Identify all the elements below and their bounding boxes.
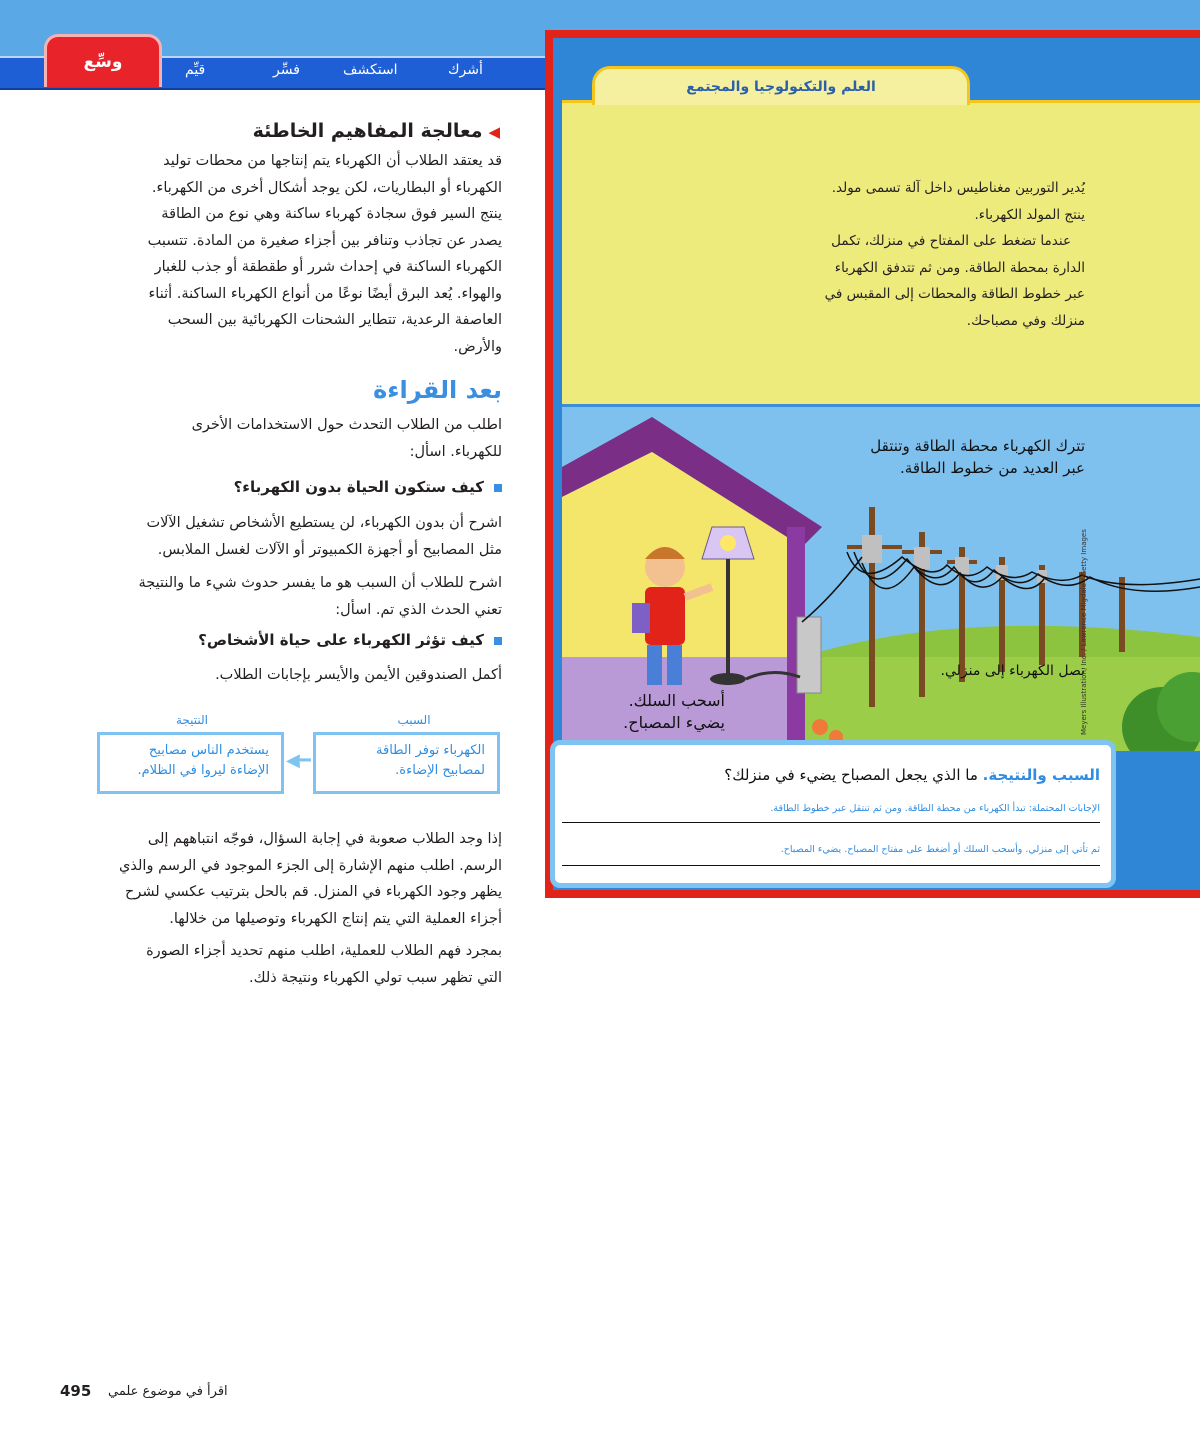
text-line: الكهرباء توفر الطاقة (376, 743, 485, 758)
text-line: عندما تضغط على المفتاح في منزلك، تكمل (831, 233, 1071, 249)
misconceptions-paragraph (70, 148, 502, 360)
text-line: الإضاءة ليروا في الظلام. (137, 763, 269, 778)
text-line: الرسم. اطلب منهم الإشارة إلى الجزء الموجود في الرسم والذي (119, 857, 502, 874)
question-2-text: كيف تؤثر الكهرباء على حياة الأشخاص؟ (198, 631, 484, 649)
page-number: 495 (60, 1382, 92, 1400)
text-line: يصدر عن تجاذب وتنافر بين أجزاء صغيرة من المادة. تتسبب (147, 232, 502, 249)
question-1-text: كيف ستكون الحياة بدون الكهرباء؟ (233, 478, 484, 496)
text-line: ينتج السير فوق سجادة كهرباء ساكنة وهي نوع من الطاقة (161, 206, 502, 222)
generator-text (730, 175, 1085, 334)
answer-line (562, 822, 1100, 823)
question-1 (140, 478, 502, 496)
text-line: اشرح أن بدون الكهرباء، لن يستطيع الأشخاص تشغيل الآلات (146, 515, 502, 531)
text-line: تعني الحدث الذي تم. اسأل: (335, 601, 502, 618)
text-line: مثل المصابيح أو أجهزة الكمبيوتر أو الآلات لغسل الملابس. (157, 541, 502, 558)
question-2 (140, 631, 502, 649)
text-line: الكهرباء أو البطاريات، لكن يوجد أشكال أخرى من الكهرباء. (151, 179, 502, 196)
scaffold-paragraph (70, 826, 502, 932)
text-line: والهواء. يُعد البرق أيضًا نوعًا من أنواع الكهرباء الساكنة. أثناء (148, 285, 502, 302)
power-lines-caption (795, 435, 1085, 479)
after-reading-title: بعد القراءة (373, 376, 502, 404)
text-line: قد يعتقد الطلاب أن الكهرباء يتم إنتاجها من محطات توليد (163, 153, 502, 169)
text-line: الدارة بمحطة الطاقة. ومن ثم تتدفق الكهرباء (834, 259, 1085, 276)
arrow-left-icon: ◀━ (286, 750, 311, 771)
text-line: اشرح للطلاب أن السبب هو ما يفسر حدوث شيء ما والنتيجة (138, 575, 502, 591)
effect-box (97, 732, 284, 794)
text-line: عبر خطوط الطاقة والمحطات إلى المقبس في (824, 286, 1085, 302)
nav-tab-evaluate[interactable]: قيِّم (185, 62, 206, 78)
answer-line (562, 865, 1100, 866)
followup-paragraph (70, 938, 502, 991)
text-line: منزلك وفي مصباحك. (966, 312, 1085, 329)
text-line: بمجرد فهم الطلاب للعملية، اطلب منهم تحديد أجزاء الصورة (146, 943, 502, 959)
text-line: إذا وجد الطلاب صعوبة في إجابة السؤال، فوجّه انتباههم إلى (147, 831, 502, 847)
cause-label: السبب (397, 713, 431, 727)
boxes-instruction: أكمل الصندوقين الأيمن والأيسر بإجابات الطلاب. (215, 667, 502, 683)
text-line: للكهرباء. اسأل: (409, 443, 502, 460)
text-line: أجزاء العملية التي يتم إنتاج الكهرباء وتوصيلها من خلالها. (169, 910, 502, 927)
question-label: السبب والنتيجة. (982, 766, 1100, 784)
text-line: أسحب السلك. (628, 691, 725, 710)
boy-caption (585, 690, 725, 734)
footer-text: اقرأ في موضوع علمي (108, 1384, 228, 1399)
text-line: عبر العديد من خطوط الطاقة. (900, 459, 1085, 477)
bullet-icon (494, 637, 502, 645)
text-line: يستخدم الناس مصابيح (148, 743, 269, 758)
cause-effect-explanation (70, 570, 502, 623)
text-line: يضيء المصباح. (623, 713, 725, 732)
nav-tab-extend[interactable]: وسِّع (44, 34, 162, 87)
panel-title: العلم والتكنولوجيا والمجتمع (592, 66, 970, 105)
text-line: التي تظهر سبب تولي الكهرباء ونتيجة ذلك. (248, 969, 502, 986)
text-line: العاصفة الرعدية، تتطاير الشحنات الكهربائية بين السحب (167, 312, 502, 328)
text-line: يُدير التوربين مغناطيس داخل آلة تسمى مولد. (831, 180, 1085, 196)
question-text: ما الذي يجعل المصباح يضيء في منزلك؟ (724, 766, 978, 784)
text-line: ينتج المولد الكهرباء. (974, 206, 1085, 223)
home-caption: تصل الكهرباء إلى منزلي. (940, 663, 1085, 679)
text-line: لمصابيح الإضاءة. (395, 763, 485, 778)
nav-tab-explain[interactable]: فسِّر (273, 62, 300, 78)
image-credit: Meyers Illustration, Inc. / Lawrence Migdale / Getty Images (1080, 529, 1088, 735)
after-reading-intro (70, 412, 502, 465)
red-triangle-icon: ◀ (488, 123, 500, 141)
text-line: والأرض. (453, 338, 502, 355)
text-line: تترك الكهرباء محطة الطاقة وتنتقل (870, 437, 1085, 455)
nav-tab-explore[interactable]: استكشف (343, 62, 398, 78)
bullet-icon (494, 484, 502, 492)
text-line: اطلب من الطلاب التحدث حول الاستخدامات الأخرى (191, 417, 502, 433)
cause-box (313, 732, 500, 794)
nav-tab-engage[interactable]: أشرك (448, 62, 483, 78)
text-line: الكهرباء الساكنة في إحداث شرر أو طقطقة أو جذب للغبار (154, 259, 502, 275)
effect-label: النتيجة (175, 713, 209, 727)
text-line: يظهر وجود الكهرباء في المنزل. قم بالحل بترتيب عكسي لشرح (124, 884, 502, 900)
answer-line-1: الإجابات المحتملة: تبدأ الكهرباء من محطة الطاقة. ومن ثم تنتقل عبر خطوط الطاقة. (770, 803, 1100, 814)
panel-question (570, 766, 1100, 784)
answer-line-2: ثم تأتي إلى منزلي. وأسحب السلك أو أضغط على مفتاح المصباح. يضيء المصباح. (780, 844, 1100, 855)
misconceptions-title (190, 120, 500, 142)
misconceptions-title-text: معالجة المفاهيم الخاطئة (252, 120, 483, 142)
answer-1 (70, 510, 502, 563)
